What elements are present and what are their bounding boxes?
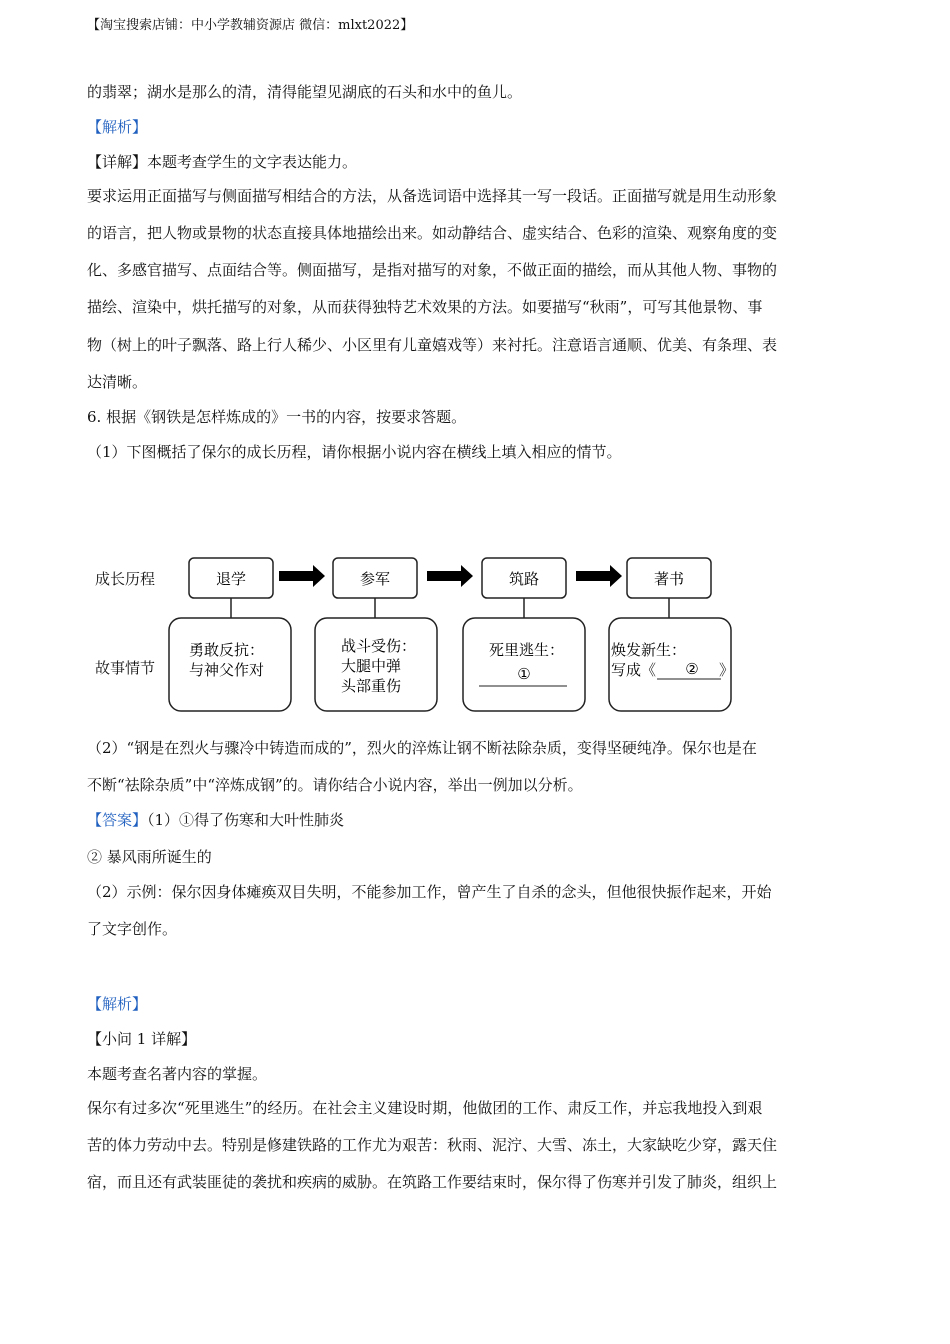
text-line: 达清晰。 [87, 373, 148, 391]
row-label-growth: 成长历程 [95, 570, 156, 588]
text-line: 物（树上的叶子飘落、路上行人稀少、小区里有儿童嬉戏等）来衬托。注意语言通顺、优美、有条理、表 [87, 336, 778, 354]
svg-text:焕发新生：: 焕发新生： [611, 641, 687, 659]
blank-1: ① [517, 665, 531, 683]
blank-2: ② [685, 660, 699, 678]
svg-text:与神父作对: 与神父作对 [189, 661, 265, 679]
text-line: 了文字创作。 [87, 920, 178, 938]
row-label-plot: 故事情节 [95, 659, 156, 677]
answer-line [87, 810, 344, 830]
svg-text:写成《: 写成《 [611, 661, 657, 679]
svg-text:筑路: 筑路 [508, 570, 540, 588]
text-line: 苦的体力劳动中去。特别是修建铁路的工作尤为艰苦：秋雨、泥泞、大雪、冻土，大家缺吃少穿，露天住 [87, 1136, 778, 1154]
answer-label: 【答案】 [87, 811, 148, 829]
question-title: 6. 根据《钢铁是怎样炼成的》一书的内容，按要求答题。 [87, 408, 467, 426]
arrow-icon [279, 565, 325, 587]
text-line: 宿，而且还有武装匪徒的袭扰和疾病的威胁。在筑路工作要结束时，保尔得了伤寒并引发了肺炎，组织上 [87, 1173, 778, 1191]
page-header: 【淘宝搜索店铺：中小学教辅资源店 微信：mlxt2022】 [87, 18, 414, 33]
svg-text:退学: 退学 [215, 570, 247, 588]
arrow-icon [427, 565, 473, 587]
text-line: 描绘、渲染中，烘托描写的对象，从而获得独特艺术效果的方法。如要描写“秋雨”，可写其他景物、事 [87, 298, 763, 316]
text-line: 要求运用正面描写与侧面描写相结合的方法，从备选词语中选择其一写一段话。正面描写就是用生动形象 [87, 187, 778, 205]
arrow-icon [576, 565, 622, 587]
svg-text:死里逃生：: 死里逃生： [489, 641, 565, 659]
analysis-label: 【解析】 [87, 118, 148, 136]
plot-box-2 [315, 618, 437, 711]
svg-text:》: 》 [719, 661, 735, 679]
text-line: （2）示例：保尔因身体瘫痪双目失明，不能参加工作，曾产生了自杀的念头，但他很快振作起来，开始 [87, 883, 772, 901]
text-line: ② 暴风雨所诞生的 [87, 848, 212, 866]
analysis-label: 【解析】 [87, 995, 148, 1013]
svg-text:大腿中弹: 大腿中弹 [341, 657, 402, 675]
stage-box [627, 558, 711, 598]
text-line: 保尔有过多次“死里逃生”的经历。在社会主义建设时期，他做团的工作、肃反工作，并忘我地投入到艰 [87, 1099, 763, 1117]
answer-text: （1）①得了伤寒和大叶性肺炎 [147, 811, 345, 829]
text-line: 不断“祛除杂质”中“淬炼成钢”的。请你结合小说内容，举出一例加以分析。 [87, 776, 583, 794]
text-line: 本题考查名著内容的掌握。 [87, 1065, 268, 1083]
text-line: 【详解】本题考查学生的文字表达能力。 [87, 153, 358, 171]
text-line: 的翡翠；湖水是那么的清，清得能望见湖底的石头和水中的鱼儿。 [87, 83, 523, 101]
growth-diagram [87, 545, 747, 725]
question-part-2: （2）“钢是在烈火与骤冷中铸造而成的”，烈火的淬炼让钢不断祛除杂质，变得坚硬纯净。保尔也是在 [87, 739, 757, 757]
svg-text:头部重伤: 头部重伤 [341, 677, 402, 695]
stage-box [333, 558, 417, 598]
question-part-1: （1）下图概括了保尔的成长历程，请你根据小说内容在横线上填入相应的情节。 [87, 443, 622, 461]
svg-text:参军: 参军 [359, 570, 391, 588]
stage-box [482, 558, 566, 598]
svg-text:勇敢反抗：: 勇敢反抗： [189, 641, 265, 659]
svg-text:战斗受伤：: 战斗受伤： [341, 637, 417, 655]
plot-box-1 [169, 618, 291, 711]
text-line: 的语言，把人物或景物的状态直接具体地描绘出来。如动静结合、虚实结合、色彩的渲染、观察角度的变 [87, 224, 778, 242]
plot-box-3 [463, 618, 585, 711]
text-line: 化、多感官描写、点面结合等。侧面描写，是指对描写的对象，不做正面的描绘，而从其他人物、事物的 [87, 261, 778, 279]
svg-text:著书: 著书 [653, 570, 685, 588]
stage-box [189, 558, 273, 598]
subquestion-label: 【小问 1 详解】 [87, 1030, 197, 1048]
plot-box-4 [609, 618, 734, 711]
